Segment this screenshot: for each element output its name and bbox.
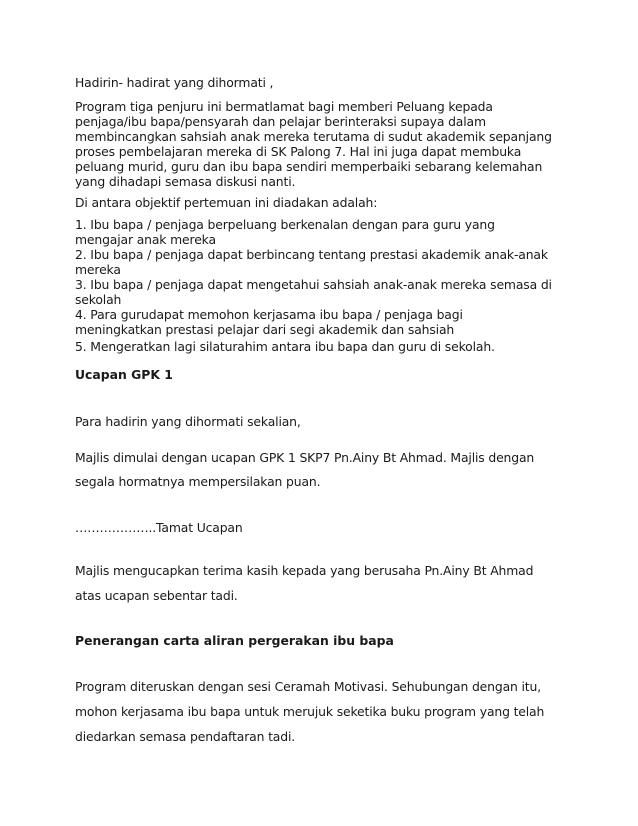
greeting: Hadirin- hadirat yang dihormati , <box>75 75 274 90</box>
objective-line-7: 4. Para gurudapat memohon kerjasama ibu bapa / penjaga bagi <box>75 307 463 322</box>
closing-line-1: Program diteruskan dengan sesi Ceramah Motivasi. Sehubungan dengan itu, <box>75 679 541 694</box>
section1-line-2: segala hormatnya mempersilakan puan. <box>75 474 321 489</box>
objective-line-9: 5. Mengeratkan lagi silaturahim antara ibu bapa dan guru di sekolah. <box>75 339 495 354</box>
intro-line-4: proses pembelajaran mereka di SK Palong 7. Hal ini juga dapat membuka <box>75 144 522 159</box>
intro-line-5: peluang murid, guru dan ibu bapa sendiri memperbaiki sebarang kelemahan <box>75 159 543 174</box>
objectives-intro: Di antara objektif pertemuan ini diadakan adalah: <box>75 195 378 210</box>
intro-line-2: penjaga/ibu bapa/pensyarah dan pelajar berinteraksi supaya dalam <box>75 114 486 129</box>
end-speech: ………………..Tamat Ucapan <box>75 520 243 535</box>
section-heading-carta-aliran: Penerangan carta aliran pergerakan ibu bapa <box>75 633 394 648</box>
intro-line-6: yang dihadapi semasa diskusi nanti. <box>75 174 296 189</box>
thanks-line-2: atas ucapan sebentar tadi. <box>75 588 238 603</box>
section1-line-1: Majlis dimulai dengan ucapan GPK 1 SKP7 Pn.Ainy Bt Ahmad. Majlis dengan <box>75 450 535 465</box>
closing-line-2: mohon kerjasama ibu bapa untuk merujuk seketika buku program yang telah <box>75 704 545 719</box>
thanks-line-1: Majlis mengucapkan terima kasih kepada yang berusaha Pn.Ainy Bt Ahmad <box>75 563 534 578</box>
section1-greeting: Para hadirin yang dihormati sekalian, <box>75 414 301 429</box>
objective-line-2: mengajar anak mereka <box>75 232 216 247</box>
objective-line-4: mereka <box>75 262 121 277</box>
objective-line-3: 2. Ibu bapa / penjaga dapat berbincang tentang prestasi akademik anak-anak <box>75 247 548 262</box>
section-heading-ucapan-gpk1: Ucapan GPK 1 <box>75 367 173 382</box>
intro-line-1: Program tiga penjuru ini bermatlamat bagi memberi Peluang kepada <box>75 99 493 114</box>
objective-line-5: 3. Ibu bapa / penjaga dapat mengetahui sahsiah anak-anak mereka semasa di <box>75 277 552 292</box>
intro-line-3: membincangkan sahsiah anak mereka terutama di sudut akademik sepanjang <box>75 129 552 144</box>
closing-line-3: diedarkan semasa pendaftaran tadi. <box>75 729 296 744</box>
objective-line-6: sekolah <box>75 292 122 307</box>
objective-line-1: 1. Ibu bapa / penjaga berpeluang berkenalan dengan para guru yang <box>75 217 495 232</box>
objective-line-8: meningkatkan prestasi pelajar dari segi akademik dan sahsiah <box>75 322 455 337</box>
